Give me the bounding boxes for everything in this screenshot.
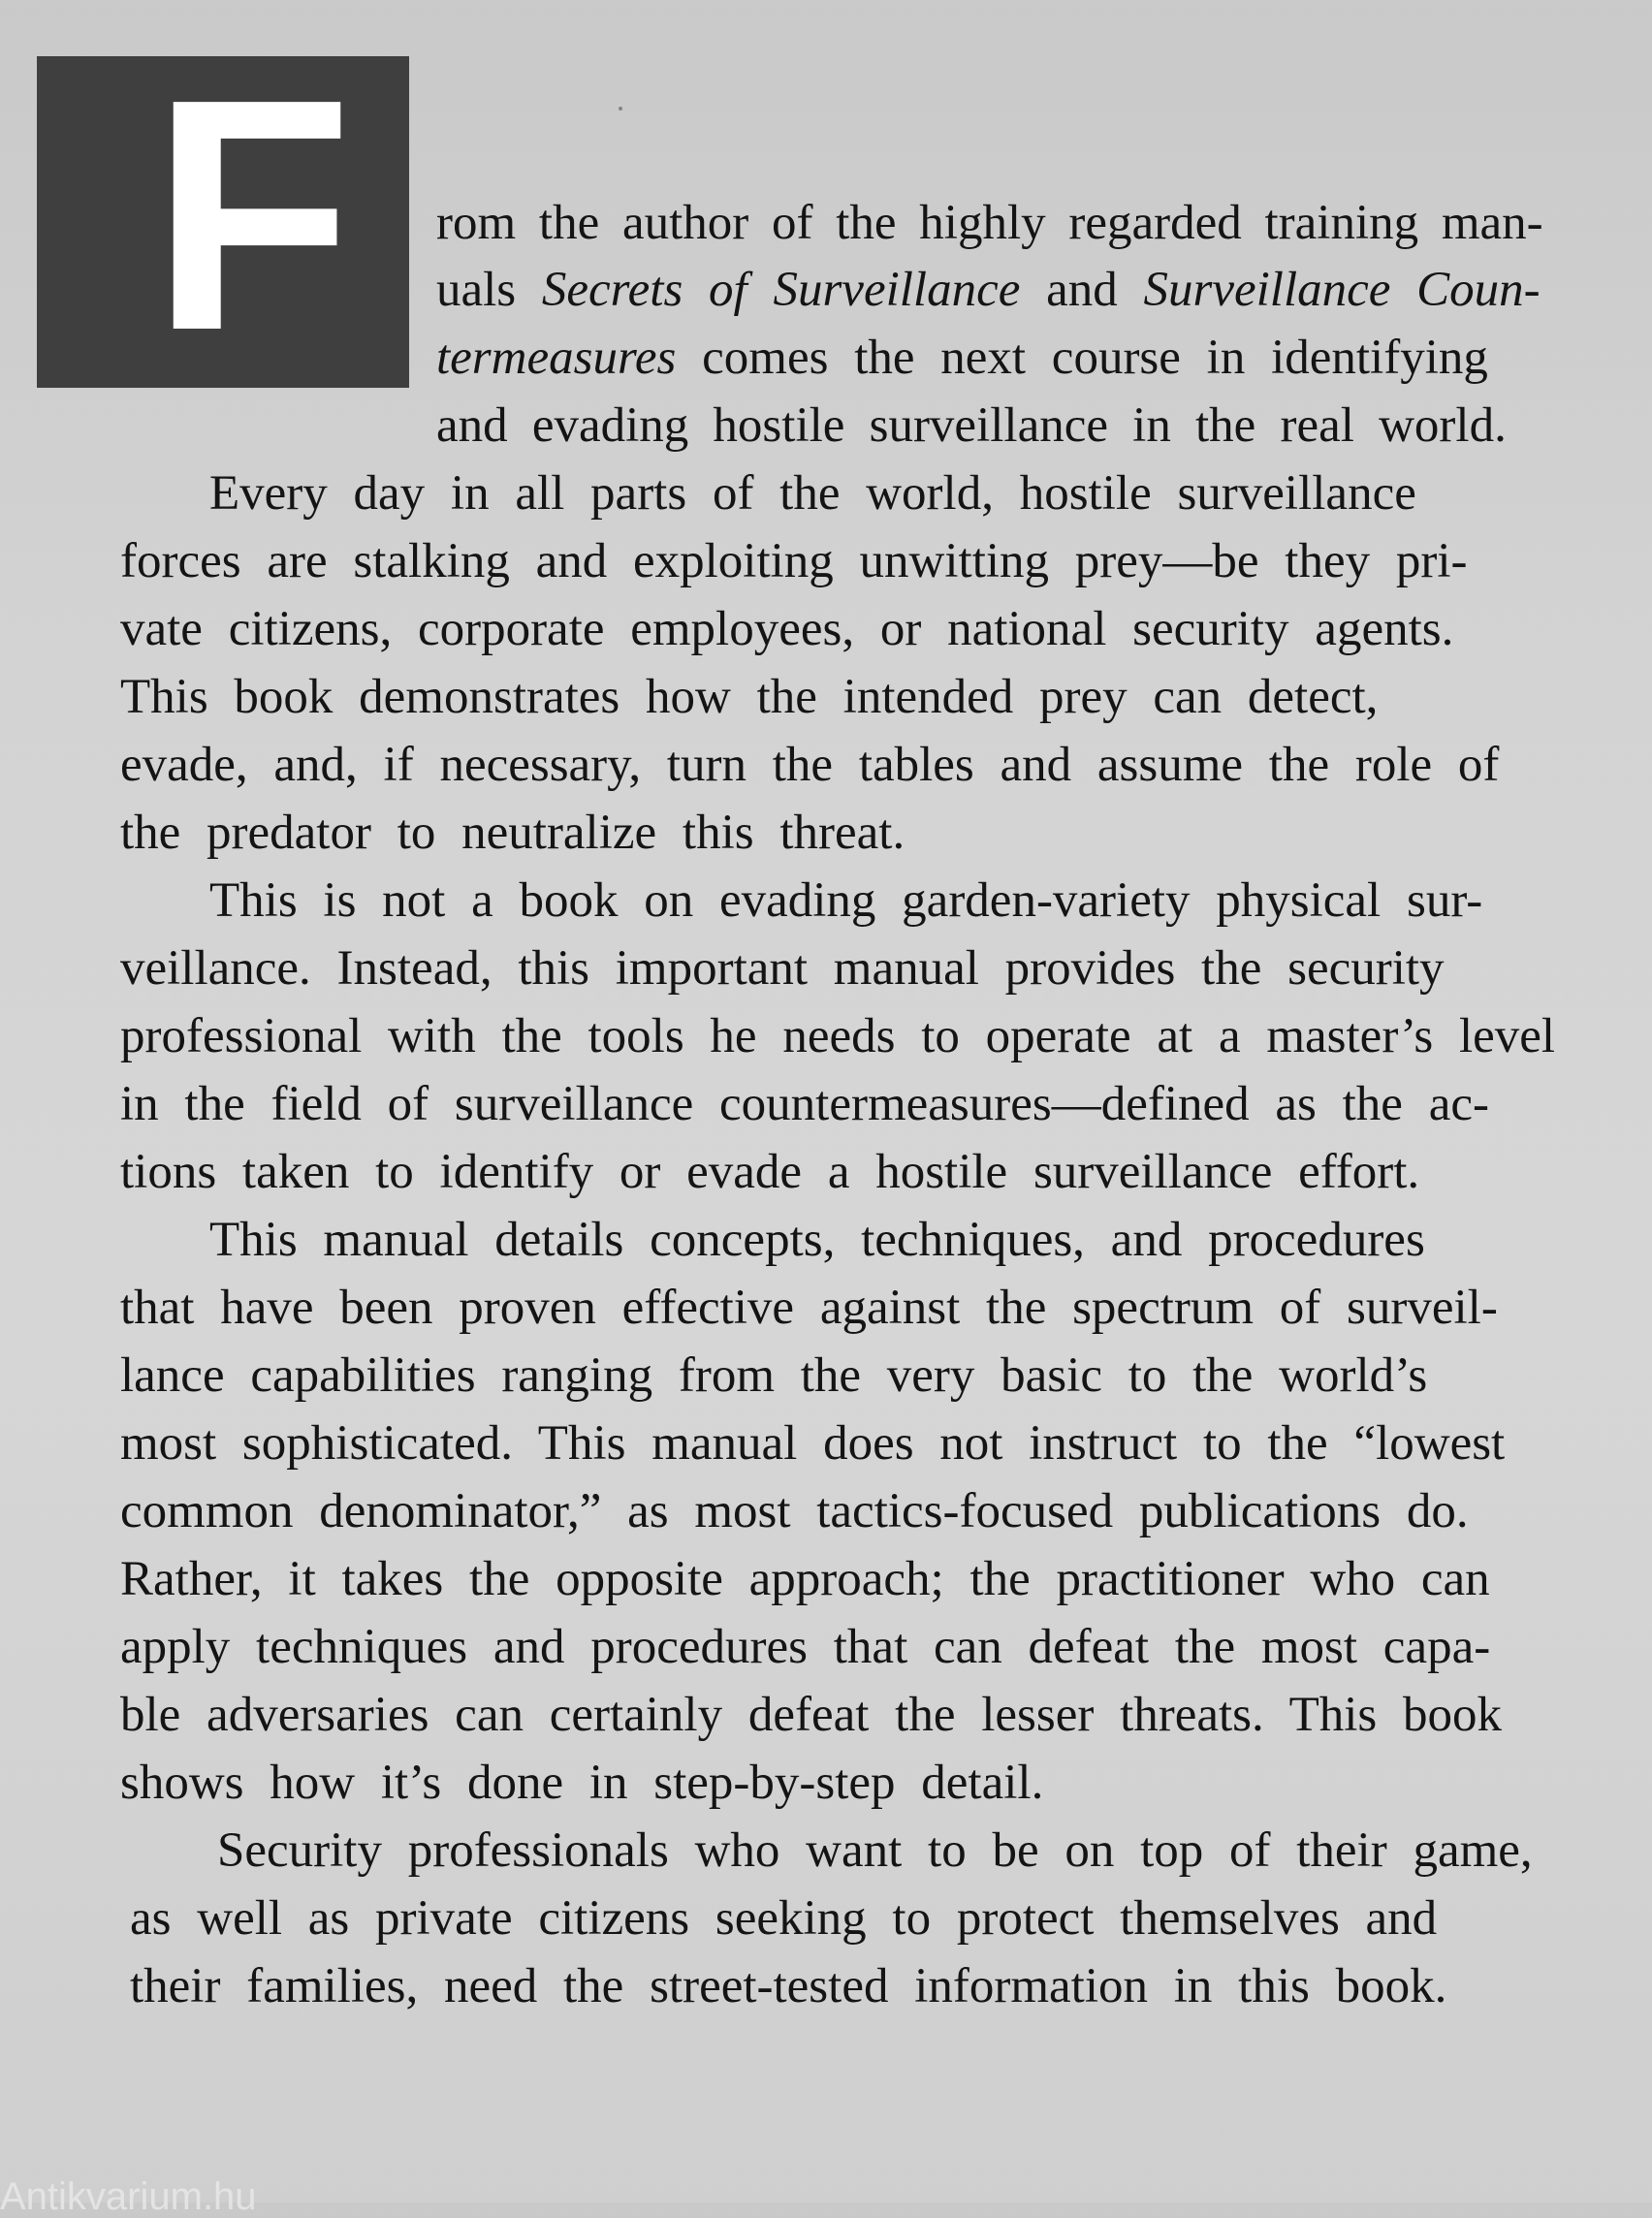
text-line: lance capabilities ranging from the very basic to the world’s: [120, 1348, 1428, 1403]
text-line: This book demonstrates how the intended prey can detect,: [120, 670, 1379, 724]
text-line: common denominator,” as most tactics-focused publications do.: [120, 1484, 1469, 1538]
watermark-text: Antikvarium.hu: [0, 2175, 257, 2218]
text-line: the predator to neutralize this threat.: [120, 806, 905, 860]
text-line: apply techniques and procedures that can defeat the most capa-: [120, 1620, 1491, 1674]
text-line: rom the author of the highly regarded training man-: [436, 196, 1543, 250]
text-line: tions taken to identify or evade a hostile surveillance effort.: [120, 1145, 1420, 1199]
text-line: as well as private citizens seeking to protect themselves and: [130, 1891, 1438, 1946]
italic-title: Secrets of Surveillance: [541, 263, 1021, 317]
text-line: Every day in all parts of the world, hostile surveillance: [209, 466, 1416, 521]
text-line: in the field of surveillance countermeasures—defined as the ac-: [120, 1077, 1489, 1131]
text-line: uals Secrets of Surveillance and Surveillance Coun-: [436, 263, 1541, 317]
text-line: vate citizens, corporate employees, or national security agents.: [120, 602, 1454, 656]
text-line: This manual details concepts, techniques, and procedures: [209, 1213, 1425, 1267]
drop-cap-box: [37, 31, 409, 399]
text-line: Security professionals who want to be on top of their game,: [217, 1823, 1533, 1878]
text-line: most sophisticated. This manual does not instruct to the “lowest: [120, 1416, 1506, 1471]
text-line: ble adversaries can certainly defeat the lesser threats. This book: [120, 1688, 1503, 1742]
text-line: evade, and, if necessary, turn the tables and assume the role of: [120, 738, 1500, 792]
text-line: veillance. Instead, this important manual provides the security: [120, 941, 1445, 996]
drop-cap-letter: F: [151, 31, 353, 399]
text-line: their families, need the street-tested information in this book.: [130, 1959, 1447, 2013]
text-line: shows how it’s done in step-by-step detail.: [120, 1756, 1044, 1810]
italic-title: Surveillance Coun-: [1143, 263, 1541, 317]
text-line: Rather, it takes the opposite approach; the practitioner who can: [120, 1552, 1490, 1606]
text-line: forces are stalking and exploiting unwitting prey—be they pri-: [120, 534, 1468, 588]
print-speck: [619, 107, 622, 111]
text-line: This is not a book on evading garden-variety physical sur-: [209, 873, 1483, 928]
italic-title: termeasures: [436, 331, 677, 385]
text-line: professional with the tools he needs to operate at a master’s level: [120, 1009, 1556, 1063]
text-line: termeasures comes the next course in identifying: [436, 331, 1488, 385]
text-line: and evading hostile surveillance in the real world.: [436, 398, 1507, 453]
text-line: that have been proven effective against the spectrum of surveil-: [120, 1281, 1498, 1335]
